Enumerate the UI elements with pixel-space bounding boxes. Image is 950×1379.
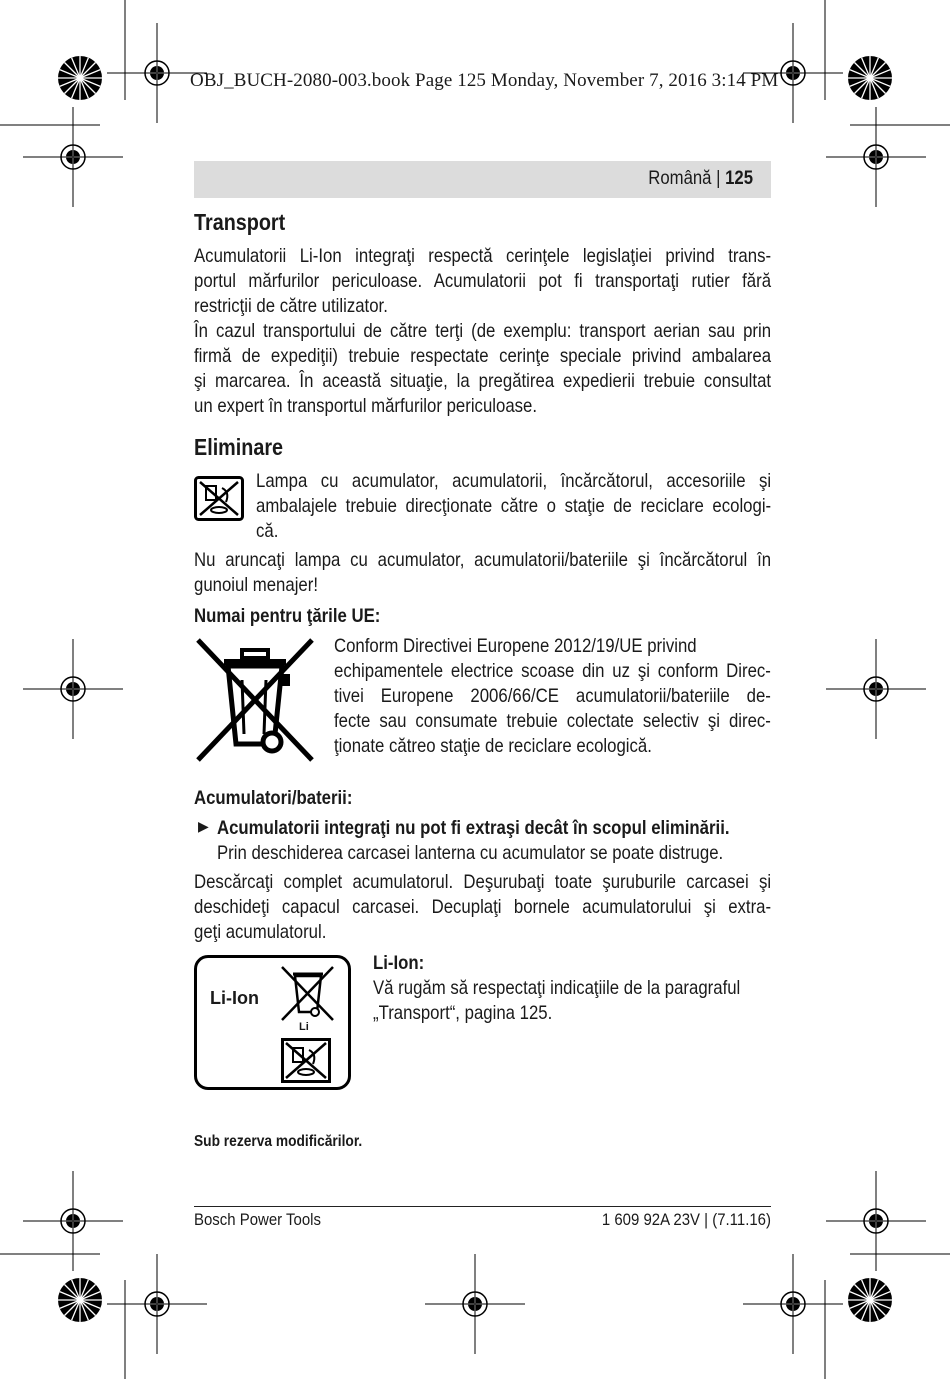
file-info-line: OBJ_BUCH-2080-003.book Page 125 Monday, November 7, 2016 3:14 PM [190, 70, 779, 91]
eu-line2: echipamentele electrice scoase din uz şi conform Direc- [334, 660, 771, 682]
transport-section [194, 209, 771, 236]
disposal-icon-text [256, 469, 771, 544]
li-ion-line1: Vă rugăm să respectaţi indicaţiile de la paragraful [373, 977, 741, 999]
transport-p2-line1: În cazul transportului de către terţi (de exemplu: transport aerian sau prin [194, 320, 772, 342]
eu-line3: tivei Europene 2006/66/CE acumulatorii/bateriile de- [334, 685, 771, 707]
weee-crossed-bin-icon [194, 636, 322, 764]
disposal-warning-line1: Nu aruncaţi lampa cu acumulator, acumulatorii/bateriile şi încărcătorul în [194, 549, 772, 571]
li-ion-no-waste-icon [281, 1038, 331, 1083]
battery-heading-wrap [194, 786, 771, 811]
eu-text [334, 634, 771, 759]
header-language: Română [648, 168, 712, 189]
transport-p2-line2: firmă de expediţii) trebuie respectate cerinţe speciale privind ambalarea [194, 345, 772, 367]
disposal-icon-line1: Lampa cu acumulator, acumulatorii, încărcătorul, accesoriile şi [256, 470, 772, 492]
li-ion-badge [194, 955, 351, 1090]
eu-line1: Conform Directivei Europene 2012/19/UE privind [334, 635, 697, 657]
reserve-note: Sub rezerva modificărilor. [194, 1133, 363, 1150]
transport-p1-line3: restricţii de către utilizator. [194, 295, 388, 317]
battery-steps-line1: Descărcaţi complet acumulatorul. Deşurubaţi toate şuruburile carcasei şi [194, 871, 772, 893]
li-ion-badge-label: Li-Ion [210, 988, 259, 1008]
battery-bullet-text: Prin deschiderea carcasei lanterna cu acumulator se poate distruge. [217, 842, 724, 864]
li-ion-heading: Li-Ion: [373, 952, 425, 974]
no-household-waste-icon [194, 476, 244, 521]
eu-heading-wrap [194, 604, 771, 629]
disposal-icon-line3: că. [256, 520, 279, 542]
transport-p2-line3: şi marcarea. În această situaţie, la pregătirea expedierii trebuie consultat [194, 370, 772, 392]
transport-p1-line2: portul mărfurilor periculoase. Acumulatorii pot fi transportaţi rutier fără [194, 270, 772, 292]
battery-heading: Acumulatori/baterii: [194, 787, 353, 809]
transport-title: Transport [194, 209, 286, 235]
li-ion-crossed-bin-icon [279, 964, 337, 1026]
reserve-note-wrap [194, 1133, 494, 1151]
header-page-number: 125 [725, 168, 753, 189]
battery-bullet-bold: Acumulatorii integraţi nu pot fi extraşi decât în scopul eliminării. [217, 817, 730, 839]
footer-doc-number: 1 609 92A 23V | (7.11.16) [601, 1210, 771, 1229]
eu-line5: ţionate cătreo staţie de reciclare ecologică. [334, 735, 652, 757]
disposal-icon-line2: ambalajele trebuie direcţionate către o staţie de reciclare ecologi- [256, 495, 772, 517]
transport-p2-line4: un expert în transportul mărfurilor periculoase. [194, 395, 538, 417]
disposal-title-wrap [194, 434, 771, 461]
transport-p1-line1: Acumulatorii Li-Ion integraţi respectă cerinţele legislaţiei privind trans- [194, 245, 772, 267]
eu-heading: Numai pentru ţările UE: [194, 605, 381, 627]
footer-brand: Bosch Power Tools [194, 1210, 321, 1229]
page-header-text: Română | 125 [648, 168, 753, 189]
battery-steps-line2: deschideţi capacul carcasei. Decuplaţi bornele acumulatorului şi extra- [194, 896, 772, 918]
battery-steps [194, 870, 771, 945]
disposal-warning-line2: gunoiul menajer! [194, 574, 319, 596]
footer-divider [194, 1206, 771, 1207]
transport-body [194, 244, 771, 419]
battery-bullet [217, 816, 771, 866]
li-ion-text [373, 951, 771, 1026]
page-header-band [194, 161, 771, 198]
li-ion-line2: „Transport“, pagina 125. [373, 1002, 553, 1024]
eu-line4: fecte sau consumate trebuie colectate selectiv şi direc- [334, 710, 771, 732]
disposal-warning [194, 548, 771, 598]
bullet-triangle-icon: ▶ [198, 818, 209, 834]
battery-steps-line3: geţi acumulatorul. [194, 921, 327, 943]
disposal-title: Eliminare [194, 434, 284, 460]
li-ion-small-label: Li [299, 1021, 309, 1033]
